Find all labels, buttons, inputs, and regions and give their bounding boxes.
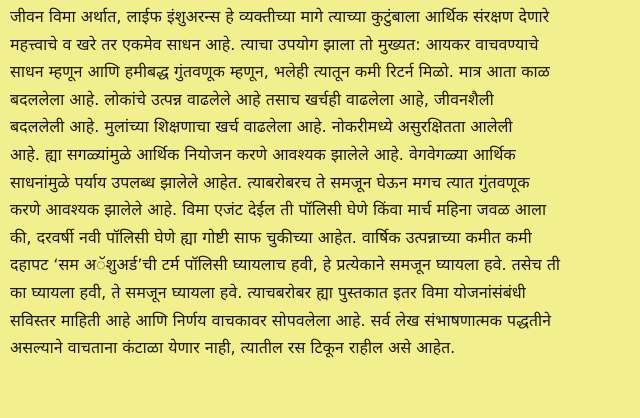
text-line: की, दरवर्षी नवी पॉलिसी घेणे ह्या गोष्टी साफ चुकीच्या आहेत. वार्षिक उत्पन्नाच्या कमीत कमी	[10, 227, 532, 247]
body-paragraph	[10, 3, 632, 362]
text-line: महत्त्वाचे व खरे तर एकमेव साधन आहे. त्याचा उपयोग झाला तो मुख्यत: आयकर वाचवण्याचे	[10, 34, 539, 54]
text-line: असल्याने वाचताना कंटाळा येणार नाही, त्यातील रस टिकून राहील असे आहेत.	[10, 338, 456, 358]
text-line: सविस्तर माहिती आहे आणि निर्णय वाचकावर सोपवलेला आहे. सर्व लेख संभाषणात्मक पद्धतीने	[10, 310, 552, 330]
text-line: साधनांमुळे पर्याय उपलब्ध झालेले आहेत. त्याबरोबरच ते समजून घेऊन मगच त्यात गुंतवणूक	[10, 172, 530, 192]
text-line: का घ्यायला हवी, ते समजून घ्यायला हवे. त्याचबरोबर ह्या पुस्तकात इतर विमा योजनांसंबंधी	[10, 282, 526, 302]
text-line: बदललेली आहे. मुलांच्या शिक्षणाचा खर्च वाढलेला आहे. नोकरीमध्ये असुरक्षितता आलेली	[10, 117, 513, 137]
text-line: बदललेला आहे. लोकांचे उत्पन्न वाढलेले आहे तसाच खर्चही वाढलेला आहे, जीवनशैली	[10, 89, 494, 109]
text-line: करणे आवश्यक झालेले आहे. विमा एजंट देईल ती पॉलिसी घेणे किंवा मार्च महिना जवळ आला	[10, 200, 547, 220]
text-line: दहापट ‘सम अॅशुअर्ड’ची टर्म पॉलिसी घ्यायलाच हवी, हे प्रत्येकाने समजून घ्यायला हवे. तसेच ती	[10, 255, 561, 275]
text-line: आहे. ह्या सगळ्यांमुळे आर्थिक नियोजन करणे आवश्यक झालेले आहे. वेगवेगळ्या आर्थिक	[10, 144, 516, 164]
text-line: साधन म्हणून आणि हमीबद्ध गुंतवणूक म्हणून, भलेही त्यातून कमी रिटर्न मिळो. मात्र आता काळ	[10, 62, 550, 82]
text-line: जीवन विमा अर्थात, लाईफ इंशुअरन्स हे व्यक्तीच्या मागे त्याच्या कुटुंबाला आर्थिक संरक्षण देणारे	[10, 7, 550, 26]
